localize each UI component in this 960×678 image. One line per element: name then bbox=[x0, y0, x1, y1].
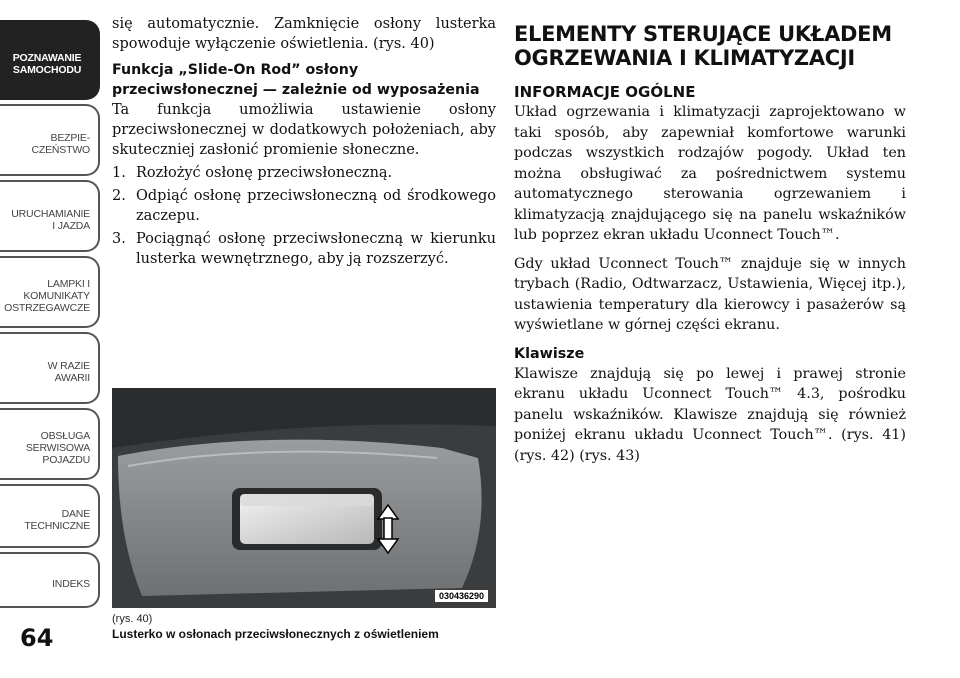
list-item bbox=[112, 229, 496, 269]
left-column bbox=[112, 14, 496, 272]
slide-on-rod-heading: Funkcja „Slide-On Rod” osłony przeciwsłonecznej — zależnie od wyposażenia bbox=[112, 62, 480, 98]
page-number: 64 bbox=[20, 624, 54, 652]
intro-paragraph: się automatycznie. Zamknięcie osłony lusterka spowoduje wyłączenie oświetlenia. (rys. 40) bbox=[112, 16, 496, 52]
step-number: 3. bbox=[112, 231, 126, 247]
tab-w-razie-awarii[interactable]: W RAZIE AWARII bbox=[0, 332, 100, 404]
step-text: Rozłożyć osłonę przeciwsłoneczną. bbox=[136, 165, 393, 181]
steps-list bbox=[112, 163, 496, 269]
chapter-tabs bbox=[0, 0, 100, 678]
tab-uruchamianie-i-jazda[interactable]: URUCHAMIANIE I JAZDA bbox=[0, 180, 100, 252]
tab-lampki-i-komunikaty[interactable]: LAMPKI I KOMUNIKATY OSTRZEGAWCZE bbox=[0, 256, 100, 328]
tab-poznawanie-samochodu[interactable]: POZNAWANIE SAMOCHODU bbox=[0, 20, 100, 100]
sun-visor-drawing bbox=[112, 388, 496, 608]
general-info-heading: INFORMACJE OGÓLNE bbox=[514, 83, 696, 101]
right-column bbox=[514, 22, 906, 466]
general-info-paragraph-1: Układ ogrzewania i klimatyzacji zaprojektowano w taki sposób, aby zapewniał komfortowe warunki podczas wszystkich rodzajów pogody. Układ ten można obsługiwać za pośrednictwem systemu automatycznego sterowania ogrzewaniem i klimatyzacją znajdującego się na panelu wskaźników lub poprzez ekran układu Uconnect Touch™. bbox=[514, 104, 906, 243]
keys-heading: Klawisze bbox=[514, 345, 585, 362]
tab-indeks[interactable]: INDEKS bbox=[0, 552, 100, 608]
section-title: ELEMENTY STERUJĄCE UKŁADEM OGRZEWANIA I KLIMATYZACJI bbox=[514, 22, 892, 70]
tab-bezpieczenstwo[interactable]: BEZPIE- CZEŃSTWO bbox=[0, 104, 100, 176]
sun-visor-mirror-illustration bbox=[112, 388, 496, 608]
tab-obsluga-serwisowa[interactable]: OBSŁUGA SERWISOWA POJAZDU bbox=[0, 408, 100, 480]
tab-dane-techniczne[interactable]: DANE TECHNICZNE bbox=[0, 484, 100, 548]
step-text: Odpiąć osłonę przeciwsłoneczną od środkowego zaczepu. bbox=[136, 188, 496, 224]
figure-caption: Lusterko w osłonach przeciwsłonecznych z oświetleniem bbox=[112, 627, 439, 641]
list-item bbox=[112, 163, 496, 183]
figure-reference: (rys. 40) bbox=[112, 613, 153, 625]
keys-paragraph: Klawisze znajdują się po lewej i prawej stronie ekranu układu Uconnect Touch™ 4.3, pośrodku panelu wskaźników. Klawisze znajdują się również poniżej ekranu układu Uconnect Touch™. (rys. 41) (rys. 42) (rys. 43) bbox=[514, 365, 906, 464]
list-item bbox=[112, 186, 496, 226]
general-info-paragraph-2: Gdy układ Uconnect Touch™ znajduje się w innych trybach (Radio, Odtwarzacz, Ustawienia, Więcej itp.), ustawienia temperatury dla kierowcy i pasażerów są wyświetlane w górnej części ekranu. bbox=[514, 255, 906, 333]
figure-code: 030436290 bbox=[435, 590, 488, 602]
slide-on-rod-paragraph: Ta funkcja umożliwia ustawienie osłony przeciwsłonecznej w dodatkowych położeniach, aby skuteczniej zasłonić promienie słoneczne. bbox=[112, 102, 496, 158]
step-text: Pociągnąć osłonę przeciwsłoneczną w kierunku lusterka wewnętrznego, aby ją rozszerzyć. bbox=[136, 231, 496, 267]
step-number: 2. bbox=[112, 188, 126, 204]
step-number: 1. bbox=[112, 165, 126, 181]
